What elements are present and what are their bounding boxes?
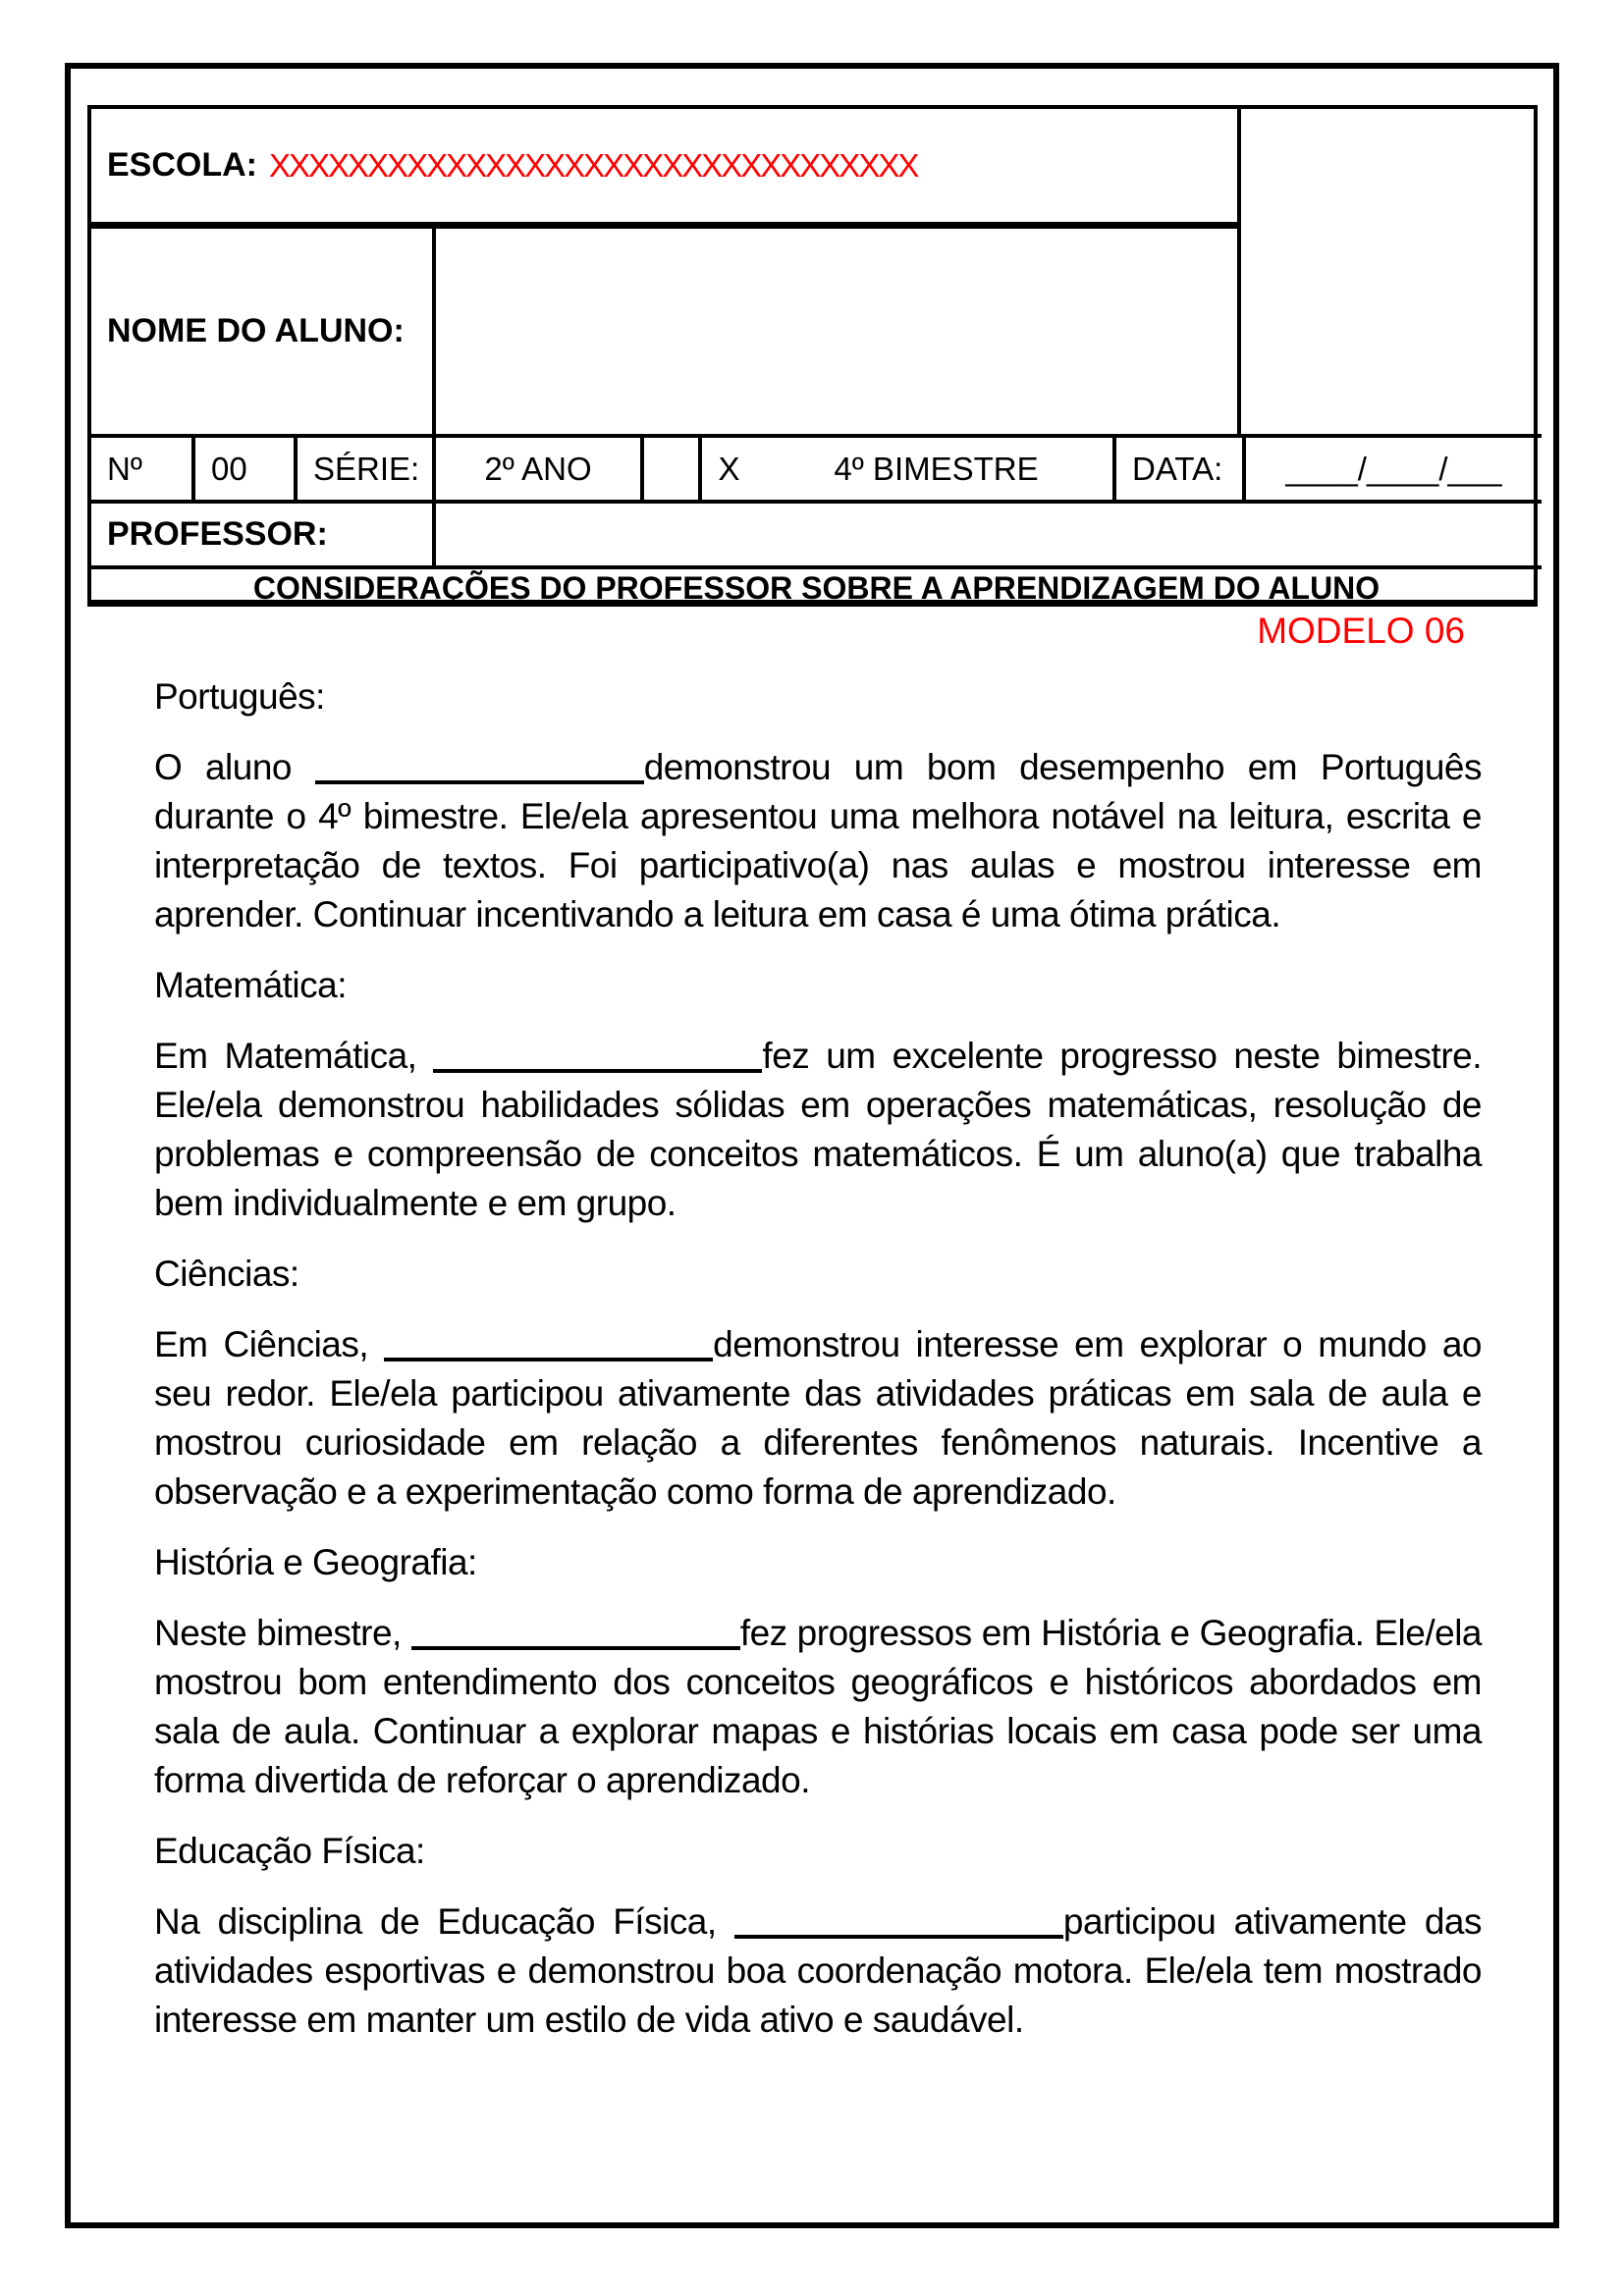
grade-value-cell[interactable] <box>436 438 640 500</box>
section-heading: Educação Física: <box>154 1831 425 1871</box>
teacher-label-cell <box>91 504 432 565</box>
paragraph-text-after: demonstrou interesse em explorar o mundo ao seu redor. Ele/ela participou ativamente das atividades práticas em sala de aula e mostrou curiosidade em relação a diferentes fenômenos naturais. Incentive a observação e a experimentação como forma de aprendizado. <box>154 1324 1482 1512</box>
fill-in-blank[interactable] <box>734 1905 1063 1939</box>
teacher-value-cell[interactable] <box>436 504 1542 565</box>
section-paragraph <box>154 1897 1482 2045</box>
teacher-considerations <box>154 672 1482 2066</box>
fill-in-blank[interactable] <box>411 1617 740 1650</box>
paragraph-text-after: fez um excelente progresso neste bimestre. Ele/ela demonstrou habilidades sólidas em operações matemáticas, resolução de problemas e compreensão de conceitos matemáticos. É um aluno(a) que trabalha bem individualmente e em grupo. <box>154 1036 1483 1223</box>
paragraph-text-after: demonstrou um bom desempenho em Português durante o 4º bimestre. Ele/ela apresentou uma melhora notável na leitura, escrita e interpretação de textos. Foi participativo(a) nas aulas e mostrou interesse em aprender. Continuar incentivando a leitura em casa é uma ótima prática. <box>154 747 1482 934</box>
section-paragraph <box>154 1320 1482 1517</box>
section-heading: Português: <box>154 676 325 717</box>
table-title: CONSIDERAÇÕES DO PROFESSOR SOBRE A APRENDIZAGEM DO ALUNO <box>252 569 1380 606</box>
fill-in-blank[interactable] <box>384 1328 713 1362</box>
header-table <box>87 105 1538 607</box>
teacher-label: PROFESSOR: <box>107 515 328 553</box>
section-heading: História e Geografia: <box>154 1542 477 1582</box>
student-name-label-cell <box>91 229 432 434</box>
student-photo-cell[interactable] <box>1241 109 1542 434</box>
section-heading: Matemática: <box>154 965 348 1005</box>
school-cell <box>91 109 1239 222</box>
fill-in-blank[interactable] <box>433 1040 762 1073</box>
section-paragraph <box>154 1032 1482 1228</box>
grade-check-cell[interactable] <box>702 438 756 500</box>
grade-value: 2º ANO <box>484 450 592 487</box>
section-heading: Ciências: <box>154 1254 299 1294</box>
section-paragraph <box>154 1609 1482 1805</box>
section-paragraph <box>154 743 1482 939</box>
number-label: Nº <box>107 450 142 487</box>
date-value-cell[interactable] <box>1246 438 1542 500</box>
section-matematica <box>154 961 1482 1228</box>
school-label: ESCOLA: <box>107 146 257 184</box>
section-portugues <box>154 672 1482 939</box>
date-label-cell <box>1116 438 1242 500</box>
date-value: ____/____/___ <box>1285 450 1502 487</box>
table-title-cell <box>91 569 1542 607</box>
paragraph-text-before: Na disciplina de Educação Física, <box>154 1901 734 1942</box>
fill-in-blank[interactable] <box>315 751 644 784</box>
modelo-badge: MODELO 06 <box>1257 611 1465 651</box>
paragraph-text-after: fez progressos em História e Geografia. Ele/ela mostrou bom entendimento dos conceitos geográficos e históricos abordados em sala de aula. Continuar a explorar mapas e histórias locais em casa pode ser uma forma divertida de reforçar o aprendizado. <box>154 1613 1482 1800</box>
school-value[interactable]: XXXXXXXXXXXXXXXXXXXXXXXXXXXXXXXXX <box>269 146 918 184</box>
divider <box>640 436 644 502</box>
student-name-label: NOME DO ALUNO: <box>107 312 405 349</box>
number-value: 00 <box>211 450 247 487</box>
paragraph-text-before: O aluno <box>154 747 315 787</box>
paragraph-text-after: participou ativamente das atividades esportivas e demonstrou boa coordenação motora. Ele/ela tem mostrado interesse em manter um estilo de vida ativo e saudável. <box>154 1901 1482 2040</box>
grade-check-mark: X <box>718 450 740 487</box>
number-label-cell <box>91 438 191 500</box>
date-label: DATA: <box>1132 450 1223 487</box>
bimester-value: 4º BIMESTRE <box>834 450 1039 487</box>
paragraph-text-before: Em Ciências, <box>154 1324 385 1364</box>
number-value-cell[interactable] <box>195 438 294 500</box>
student-name-value-cell[interactable] <box>436 229 1237 434</box>
section-educacao-fisica <box>154 1827 1482 2045</box>
paragraph-text-before: Neste bimestre, <box>154 1613 411 1653</box>
grade-label: SÉRIE: <box>313 450 420 487</box>
paragraph-text-before: Em Matemática, <box>154 1036 434 1076</box>
grade-label-cell <box>298 438 432 500</box>
section-historia-geografia <box>154 1538 1482 1805</box>
divider <box>91 222 1239 229</box>
bimester-cell <box>760 438 1112 500</box>
section-ciencias <box>154 1250 1482 1517</box>
